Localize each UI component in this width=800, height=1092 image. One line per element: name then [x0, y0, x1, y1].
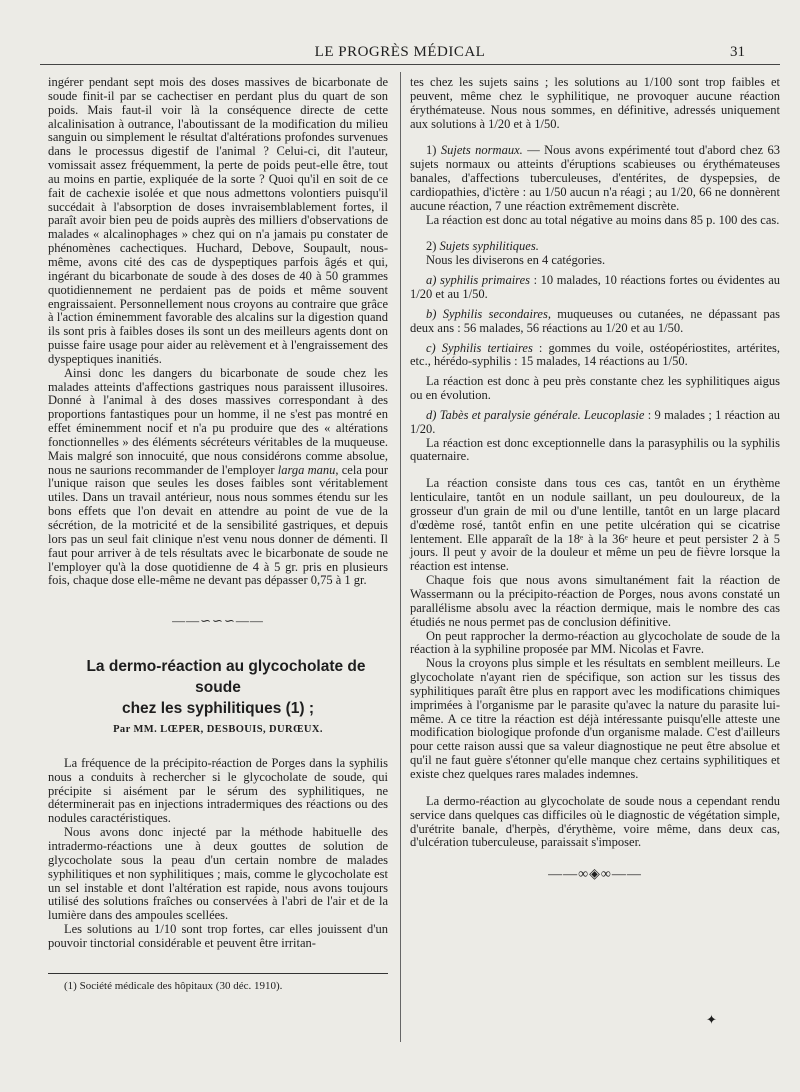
- text-run: : 10 malades, 10 réactions fortes ou évidentes au 1/20 et au 1/50.: [410, 273, 780, 301]
- article-title-line: chez les syphilitiques (1) ;: [121, 700, 315, 718]
- article-title: [48, 656, 388, 719]
- subsection-title: Sujets syphilitiques.: [439, 239, 539, 254]
- subsection-label: 2): [426, 239, 437, 254]
- subsection-title: Sujets normaux.: [440, 143, 523, 158]
- text-run: : gommes du voile, ostéopériostites, artérites, etc., hérédo-syphilis : 15 malades, 14 réactions au 1/50.: [410, 340, 781, 369]
- category-title: Syphilis tertiaires: [441, 340, 533, 355]
- paragraph: Chaque fois que nous avons simultanément fait la réaction de Wassermann ou la précipito-réaction de Porges, nous avons constaté un parallélisme absolu avec la réaction dermique, mais le nombre des cas étudiés ne nous permet pas de conclusion définitive.: [410, 573, 780, 629]
- paragraph: [48, 367, 388, 589]
- text-run: Ainsi donc les dangers du bicarbonate de soude chez les malades atteints d'affections gastriques nous paraissent illusoires. Donné à l'animal à des doses massives correspondant à des proportions fantastiques pour un homme, il ne s'est pas montré en effet éminemment nocif et n'a pu produire que des « altérations fonctionnelles » des éléments sécréteurs véritables de la muqueuse. Mais malgré son innocuité, que nous considérons comme absolue, nous ne saurions recommander de l'employer: [48, 365, 388, 477]
- italic-run: larga manu: [277, 462, 336, 477]
- end-ornament: ——∞◈∞——: [548, 867, 642, 883]
- fleuron-icon: ✦: [706, 1012, 717, 1027]
- category-a: [410, 274, 780, 302]
- text-run: , cela pour l'unique raison que seules les doses faibles sont véritablement utiles. Dans un travail antérieur, nous nous sommes étendu sur les bons effets que l'on devait en attendre au point de vue de la sécrétion, de la motricité et de la sensibilité gastriques, et depuis lors pas un seul fait clinique n'est venu nous donner de démenti. Il faut pour arriver à de tels résultats avec le bicarbonate de soude ne l'employer qu'à la dose quotidienne de 4 à 5 gr. pris en plusieurs fois, chaque dose elle-même ne devant pas dépasser 0,75 à 1 gr.: [48, 462, 389, 588]
- section-ornament: ——∽∽∽——: [172, 613, 264, 629]
- footnote: (1) Société médicale des hôpitaux (30 déc. 1910).: [64, 979, 283, 992]
- subsection-normal-subjects: [410, 144, 780, 213]
- category-b: [410, 308, 780, 336]
- category-label: c): [426, 340, 436, 355]
- paragraph: On peut rapprocher la dermo-réaction au glycocholate de soude de la réaction à la syphiline proposée par MM. Nicolas et Favre.: [410, 628, 780, 657]
- header-rule: [40, 64, 780, 65]
- category-label: d): [426, 407, 437, 422]
- left-column: [48, 76, 388, 994]
- paragraph: La réaction est donc exceptionnelle dans la parasyphilis ou la syphilis quaternaire.: [410, 435, 780, 464]
- subsection-label: 1): [426, 143, 437, 158]
- category-title: syphilis primaires: [440, 273, 530, 288]
- article-authors: Par MM. LŒPER, DESBOUIS, DURŒUX.: [113, 724, 323, 736]
- category-c: [410, 342, 780, 370]
- category-title: Tabès et paralysie générale. Leucoplasie: [439, 407, 645, 422]
- paragraph: La réaction consiste dans tous ces cas, tantôt en un érythème lenticulaire, tantôt en un nodule saillant, un peu douloureux, de la grosseur d'un grain de mil ou d'une lentille, tantôt en un large placard d'œdème rosé, tantôt enfin en une petite ulcération qui se cicatrise lentement. Elle apparaît de la 18ᵉ à la 36ᵉ heure et peut persister 2 à 5 jours. Il peut y avoir de la douleur et même un peu de fièvre lorsque la réaction est intense.: [410, 476, 780, 574]
- page-number: 31: [730, 44, 745, 60]
- right-column: [410, 76, 780, 882]
- paragraph: La dermo-réaction au glycocholate de soude nous a cependant rendu service dans quelques cas difficiles où le diagnostic de végétation simple, d'urétrite banale, d'herpès, d'érythème, voire même, dans deux cas, d'ulcération tuberculeuse, paraissait s'imposer.: [410, 793, 780, 850]
- paragraph: La fréquence de la précipito-réaction de Porges dans la syphilis nous a conduits à rechercher si le glycocholate de soude, qui précipite si aisément par le sérum des syphilitiques, ne déterminerait pas en injections intradermiques des réactions ou des nodules caractéristiques.: [48, 755, 388, 826]
- category-d: [410, 409, 780, 437]
- article-title-line: La dermo-réaction au glycocholate de soude: [86, 658, 366, 697]
- paragraph: Les solutions au 1/10 sont trop fortes, car elles jouissent d'un pouvoir tinctorial considérable et peuvent être irritan-: [48, 922, 388, 950]
- footnote-rule: [48, 973, 388, 974]
- category-label: b): [426, 306, 437, 321]
- paragraph: Nous avons donc injecté par la méthode habituelle des intradermo-réactions une à deux gouttes de solution de glycocholate sous la peau d'un certain nombre de malades syphilitiques et non syphilitiques ; mais, comme le glycocholate est un sel instable et dont l'altération est rapide, nous avons toujours utilisé des solutions fraîches ou conservées à l'abri de l'air et de la lumière dans des ampoules scellées.: [48, 825, 388, 923]
- text-run: — Nous avons expérimenté tout d'abord chez 63 sujets normaux ou atteints d'éruptions scabieuses ou érythémateuses banales, d'affections tuberculeuses, d'entérites, de dyspepsies, de cardiopathies, d'ictère : au 1/50 aucun n'a réagi ; au 1/20, 66 ne donnèrent aucune réaction, 7 une réaction extrêmement discrète.: [410, 143, 780, 213]
- text-run: : 9 malades ; 1 réaction au 1/20.: [410, 407, 781, 436]
- category-label: a): [426, 273, 437, 288]
- subsection-syphilitic-subjects: [410, 240, 780, 254]
- paragraph: Nous les diviserons en 4 catégories.: [426, 253, 606, 268]
- paragraph: ingérer pendant sept mois des doses massives de bicarbonate de soude finit-il par se cachectiser en perdant plus du quart de son poids. Mais faut-il voir là la conséquence directe de cette alcalinisation à outrance, l'aboutissant de la modification du milieu sanguin ou simplement le résultat d'altérations profondes survenues dans le processus digestif de l'animal ? Celui-ci, dit l'auteur, vomissait assez fréquemment, la perte de poids peut-elle être, tout au moins en partie, expliquée de la sorte ? Quoi qu'il en soit de ce fait de cachexie isolée et que nous admettons volontiers puisqu'il succédait à l'absorption de doses invraisemblablement fortes, il paraît avoir bien peu de poids auprès des milliers d'observations de malades « alcalinophages » chez qui on n'a jamais pu constater de phénomènes cachectiques. Huchard, Debove, Soupault, nous-même, avons cité des cas de dyspeptiques parfois âgés et qui, ingérant du bicarbonate de soude à des doses de 40 à 50 grammes quotidiennement ne perdaient pas de poids et même souvent engraissaient. Personnellement nous croyons au contraire que grâce à l'action éminemment favorable des alcalins sur la digestion quand ils sont pris à faibles doses ils sont un des meilleurs agents dont on puisse faire usage pour aider au relèvement et à l'engraissement des dyspeptiques inanitiés.: [48, 75, 388, 366]
- category-title: Syphilis secondaires,: [442, 306, 551, 321]
- text-run: muqueuses ou cutanées, ne dépassant pas deux ans : 56 malades, 56 réactions au 1/20 et au 1/50.: [410, 306, 780, 335]
- paragraph: Nous la croyons plus simple et les résultats en semblent meilleurs. Le glycocholate n'ayant rien de spécifique, son action sur les tissus des syphilitiques paraît être plus en rapport avec les modifications chimiques imprimées à l'organisme par le parasite qu'avec la nature du parasite lui-même. A ce titre la réaction est déjà intéressante puisqu'elle atteste une modification biologique profonde d'un organisme malade. C'est d'ailleurs pour cette raison aussi que sa valeur diagnostique ne peut être absolue et qu'il ne faut guère s'étonner qu'elle manque chez certains syphilitiques et existe chez quelques rares malades indemnes.: [410, 656, 780, 781]
- paragraph: tes chez les sujets sains ; les solutions au 1/100 sont trop faibles et peuvent, même chez le syphilitique, ne provoquer aucune réaction érythémateuse. Nous nous sommes, en définitive, adressés uniquement aux solutions à 1/20 et à 1/50.: [410, 75, 780, 131]
- column-divider: [400, 72, 401, 1042]
- running-header-title: LE PROGRÈS MÉDICAL: [314, 44, 486, 60]
- paragraph: La réaction est donc au total négative au moins dans 85 p. 100 des cas.: [426, 212, 780, 227]
- paragraph: La réaction est donc à peu près constante chez les syphilitiques aigus ou en évolution.: [410, 374, 780, 403]
